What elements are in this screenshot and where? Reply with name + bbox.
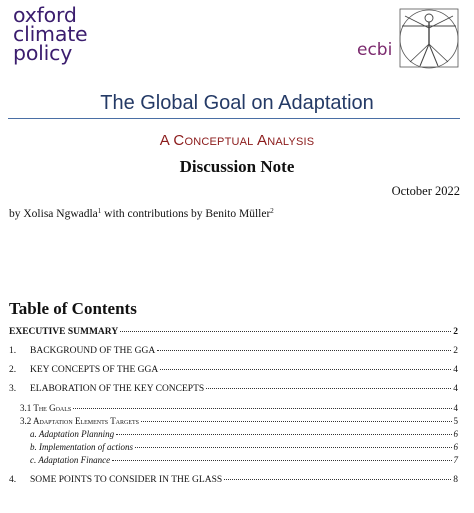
toc-entry-page: 5 <box>453 416 458 426</box>
toc-entry-page: 2 <box>453 327 458 337</box>
toc-leader <box>120 331 451 332</box>
toc-entry-3-1[interactable] <box>20 403 458 413</box>
toc-entry-label: SOME POINTS TO CONSIDER IN THE GLASS <box>30 475 223 485</box>
toc-entry-executive-summary[interactable] <box>9 327 458 337</box>
footnote-ref-1: 1 <box>97 207 102 215</box>
toc-leader <box>160 369 451 370</box>
toc-entry-4[interactable] <box>9 475 458 485</box>
toc-entry-label: ELABORATION OF THE KEY CONCEPTS <box>30 384 205 394</box>
document-date: October 2022 <box>391 184 460 198</box>
toc-leader <box>73 408 451 409</box>
toc-entry-number: 3. <box>9 384 17 394</box>
toc-leader <box>141 421 451 422</box>
toc-entry-page: 8 <box>453 475 458 485</box>
toc-entry-label: KEY CONCEPTS OF THE GGA <box>30 365 159 375</box>
toc-entry-2[interactable] <box>9 365 458 375</box>
toc-entry-page: 7 <box>453 455 458 465</box>
footnote-ref-2: 2 <box>270 207 274 215</box>
toc-entry-3-2-c[interactable] <box>30 455 458 465</box>
toc-entry-label: 3.2 Adaptation Elements Targets <box>20 416 140 426</box>
toc-entry-label: c. Adaptation Finance <box>30 455 111 465</box>
document-subtitle: A Conceptual Analysis <box>159 132 315 149</box>
byline-author: by Xolisa Ngwadla <box>9 208 98 220</box>
logo-climate: climate <box>13 22 88 46</box>
toc-leader <box>206 388 451 389</box>
toc-entry-page: 4 <box>453 384 458 394</box>
toc-leader <box>112 460 451 461</box>
document-title: The Global Goal on Adaptation <box>100 92 374 114</box>
byline-contributor: with contributions by Benito Müller <box>101 208 271 220</box>
toc-entry-number: 4. <box>9 475 17 485</box>
toc-entry-3-2-a[interactable] <box>30 429 458 439</box>
toc-entry-3[interactable] <box>9 384 458 394</box>
toc-leader <box>116 434 451 435</box>
toc-entry-page: 6 <box>453 429 458 439</box>
toc-leader <box>135 447 452 448</box>
toc-entry-page: 4 <box>453 403 458 413</box>
toc-entry-page: 4 <box>453 365 458 375</box>
toc-entry-label: BACKGROUND OF THE GGA <box>30 346 156 356</box>
logo-policy: policy <box>13 41 73 65</box>
toc-leader <box>224 479 451 480</box>
toc-entry-label: b. Implementation of actions <box>30 442 133 452</box>
title-divider <box>8 118 460 119</box>
toc-entry-page: 6 <box>453 442 458 452</box>
toc-entry-1[interactable] <box>9 346 458 356</box>
toc-leader <box>157 350 451 351</box>
toc-entry-3-2-b[interactable] <box>30 442 458 452</box>
toc-entry-number: 2. <box>9 365 17 375</box>
toc-entry-number: 1. <box>9 346 17 356</box>
toc-entry-label: EXECUTIVE SUMMARY <box>9 327 119 337</box>
logo-oxford: oxford <box>13 3 77 27</box>
toc-heading: Table of Contents <box>9 299 137 318</box>
toc-entry-3-2[interactable] <box>20 416 458 426</box>
toc-entry-page: 2 <box>453 346 458 356</box>
toc-entry-label: a. Adaptation Planning <box>30 429 115 439</box>
toc-entry-label: 3.1 The Goals <box>20 403 72 413</box>
byline <box>9 207 274 220</box>
vitruvian-man-icon <box>396 6 462 70</box>
note-type: Discussion Note <box>179 157 295 176</box>
ecbi-logo: ecbi <box>357 40 393 60</box>
